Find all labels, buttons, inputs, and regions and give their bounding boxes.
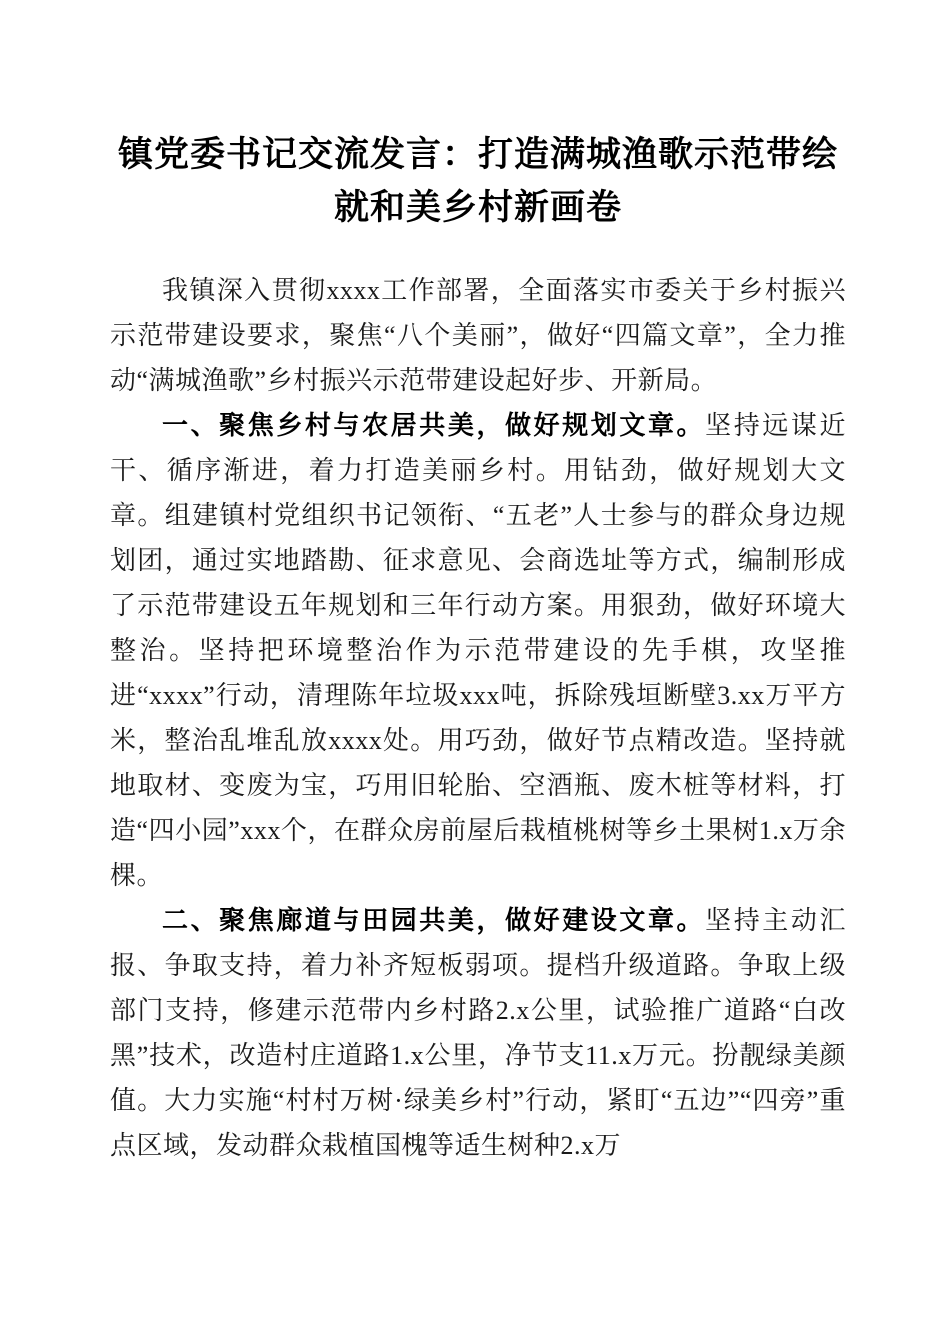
paragraph-intro <box>110 268 846 403</box>
title-line-1: 镇党委书记交流发言：打造满城渔歌示范带绘 <box>117 135 838 174</box>
document-title <box>110 128 846 234</box>
section-2-heading: 二、聚焦廊道与田园共美，做好建设文章。 <box>162 905 706 935</box>
paragraph-section-2 <box>110 898 846 1168</box>
section-1-heading: 一、聚焦乡村与农居共美，做好规划文章。 <box>162 410 706 440</box>
section-2-text: 坚持主动汇报、争取支持，着力补齐短板弱项。提档升级道路。争取上级部门支持，修建示范带内乡村路2.x公里，试验推广道路“白改黑”技术，改造村庄道路1.x公里，净节支11.x万元。扮靓绿美颜值。大力实施“村村万树·绿美乡村”行动，紧盯“五边”“四旁”重点区域，发动群众栽植国槐等适生树种2.x万 <box>110 906 846 1160</box>
paragraph-section-1 <box>110 403 846 898</box>
title-line-2: 就和美乡村新画卷 <box>333 188 622 227</box>
document-content <box>110 128 846 1168</box>
section-1-text: 坚持远谋近干、循序渐进，着力打造美丽乡村。用钻劲，做好规划大文章。组建镇村党组织书记领衔、“五老”人士参与的群众身边规划团，通过实地踏勘、征求意见、会商选址等方式，编制形成了示范带建设五年规划和三年行动方案。用狠劲，做好环境大整治。坚持把环境整治作为示范带建设的先手棋，攻坚推进“xxxx”行动，清理陈年垃圾xxx吨，拆除残垣断壁3.xx万平方米，整治乱堆乱放xxxx处。用巧劲，做好节点精改造。坚持就地取材、变废为宝，巧用旧轮胎、空酒瓶、废木桩等材料，打造“四小园”xxx个，在群众房前屋后栽植桃树等乡土果树1.x万余棵。 <box>110 411 846 890</box>
paragraph-intro-text: 我镇深入贯彻xxxx工作部署，全面落实市委关于乡村振兴示范带建设要求，聚焦“八个美丽”，做好“四篇文章”，全力推动“满城渔歌”乡村振兴示范带建设起好步、开新局。 <box>110 276 846 395</box>
